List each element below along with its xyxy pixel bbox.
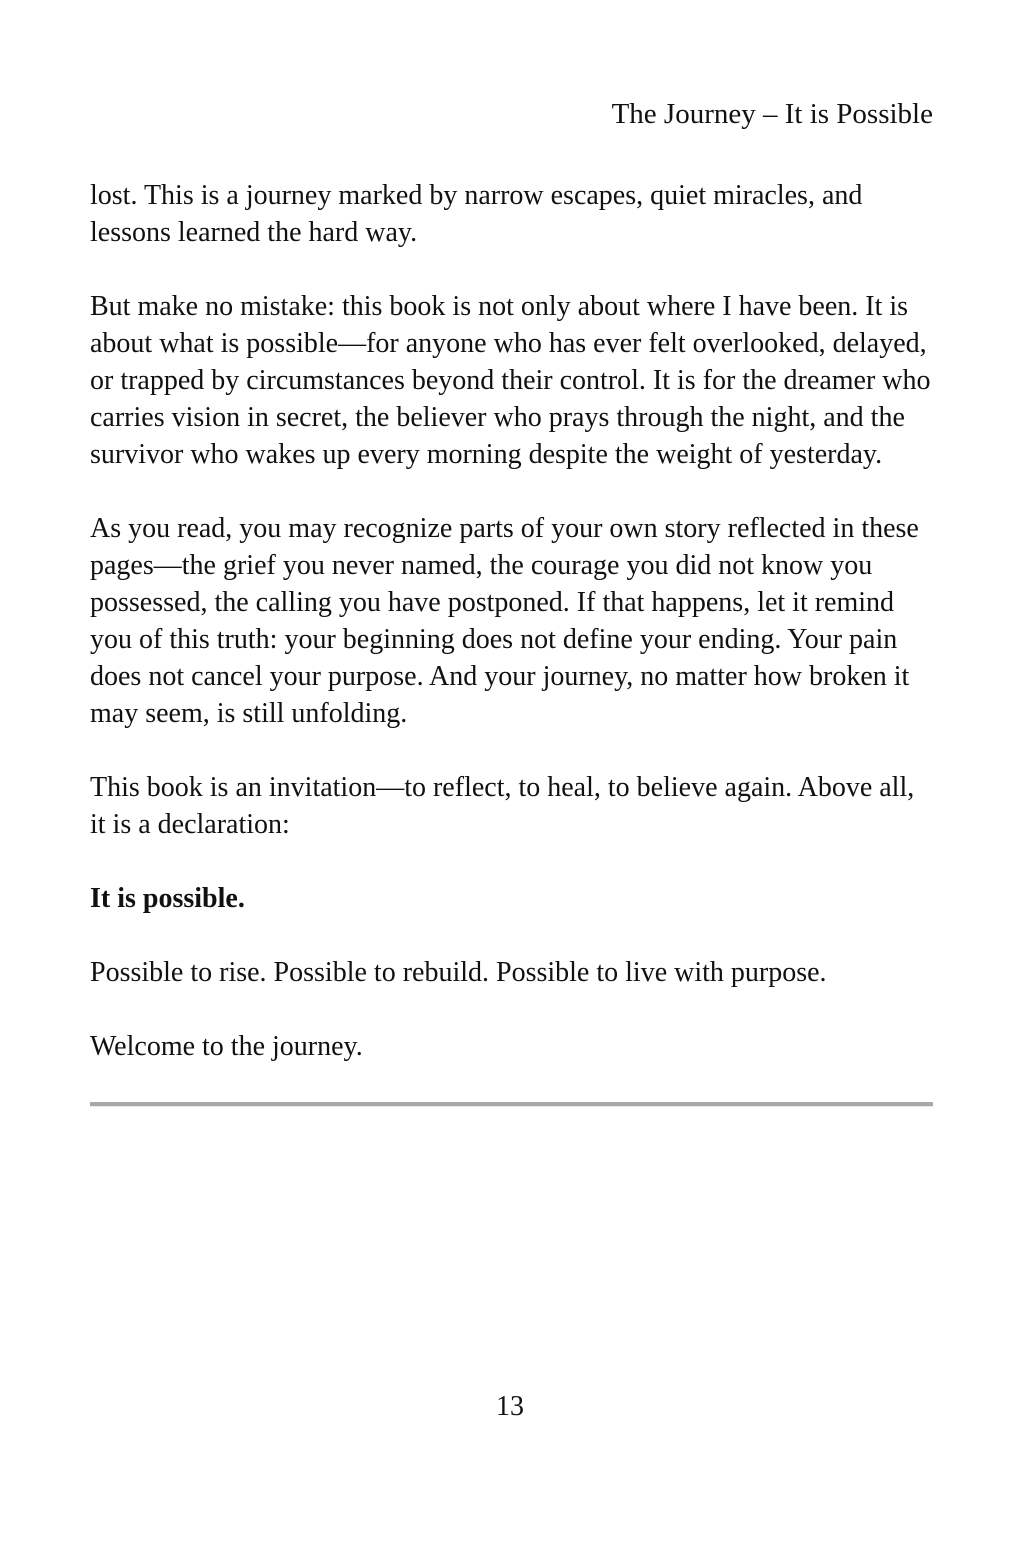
section-divider	[90, 1102, 933, 1107]
body-paragraph: Possible to rise. Possible to rebuild. Possible to live with purpose.	[90, 957, 827, 988]
page-content	[90, 96, 933, 1107]
body-paragraph: lost. This is a journey marked by narrow escapes, quiet miracles, and lessons learned the hard way.	[90, 180, 863, 248]
body-paragraph: But make no mistake: this book is not only about where I have been. It is about what is possible—for anyone who has ever felt overlooked, delayed, or trapped by circumstances beyond their control. It is for the dreamer who carries vision in secret, the believer who prays through the night, and the survivor who wakes up every morning despite the weight of yesterday.	[90, 291, 931, 470]
body-paragraph: As you read, you may recognize parts of your own story reflected in these pages—the grief you never named, the courage you did not know you possessed, the calling you have postponed. If that happens, let it remind you of this truth: your beginning does not define your ending. Your pain does not cancel your purpose. And your journey, no matter how broken it may seem, is still unfolding.	[90, 513, 919, 729]
page-number: 13	[496, 1391, 524, 1422]
body-paragraph: Welcome to the journey.	[90, 1031, 363, 1062]
declaration-line: It is possible.	[90, 883, 245, 914]
body-paragraph: This book is an invitation—to reflect, to heal, to believe again. Above all, it is a declaration:	[90, 772, 915, 840]
running-head: The Journey – It is Possible	[611, 98, 933, 130]
